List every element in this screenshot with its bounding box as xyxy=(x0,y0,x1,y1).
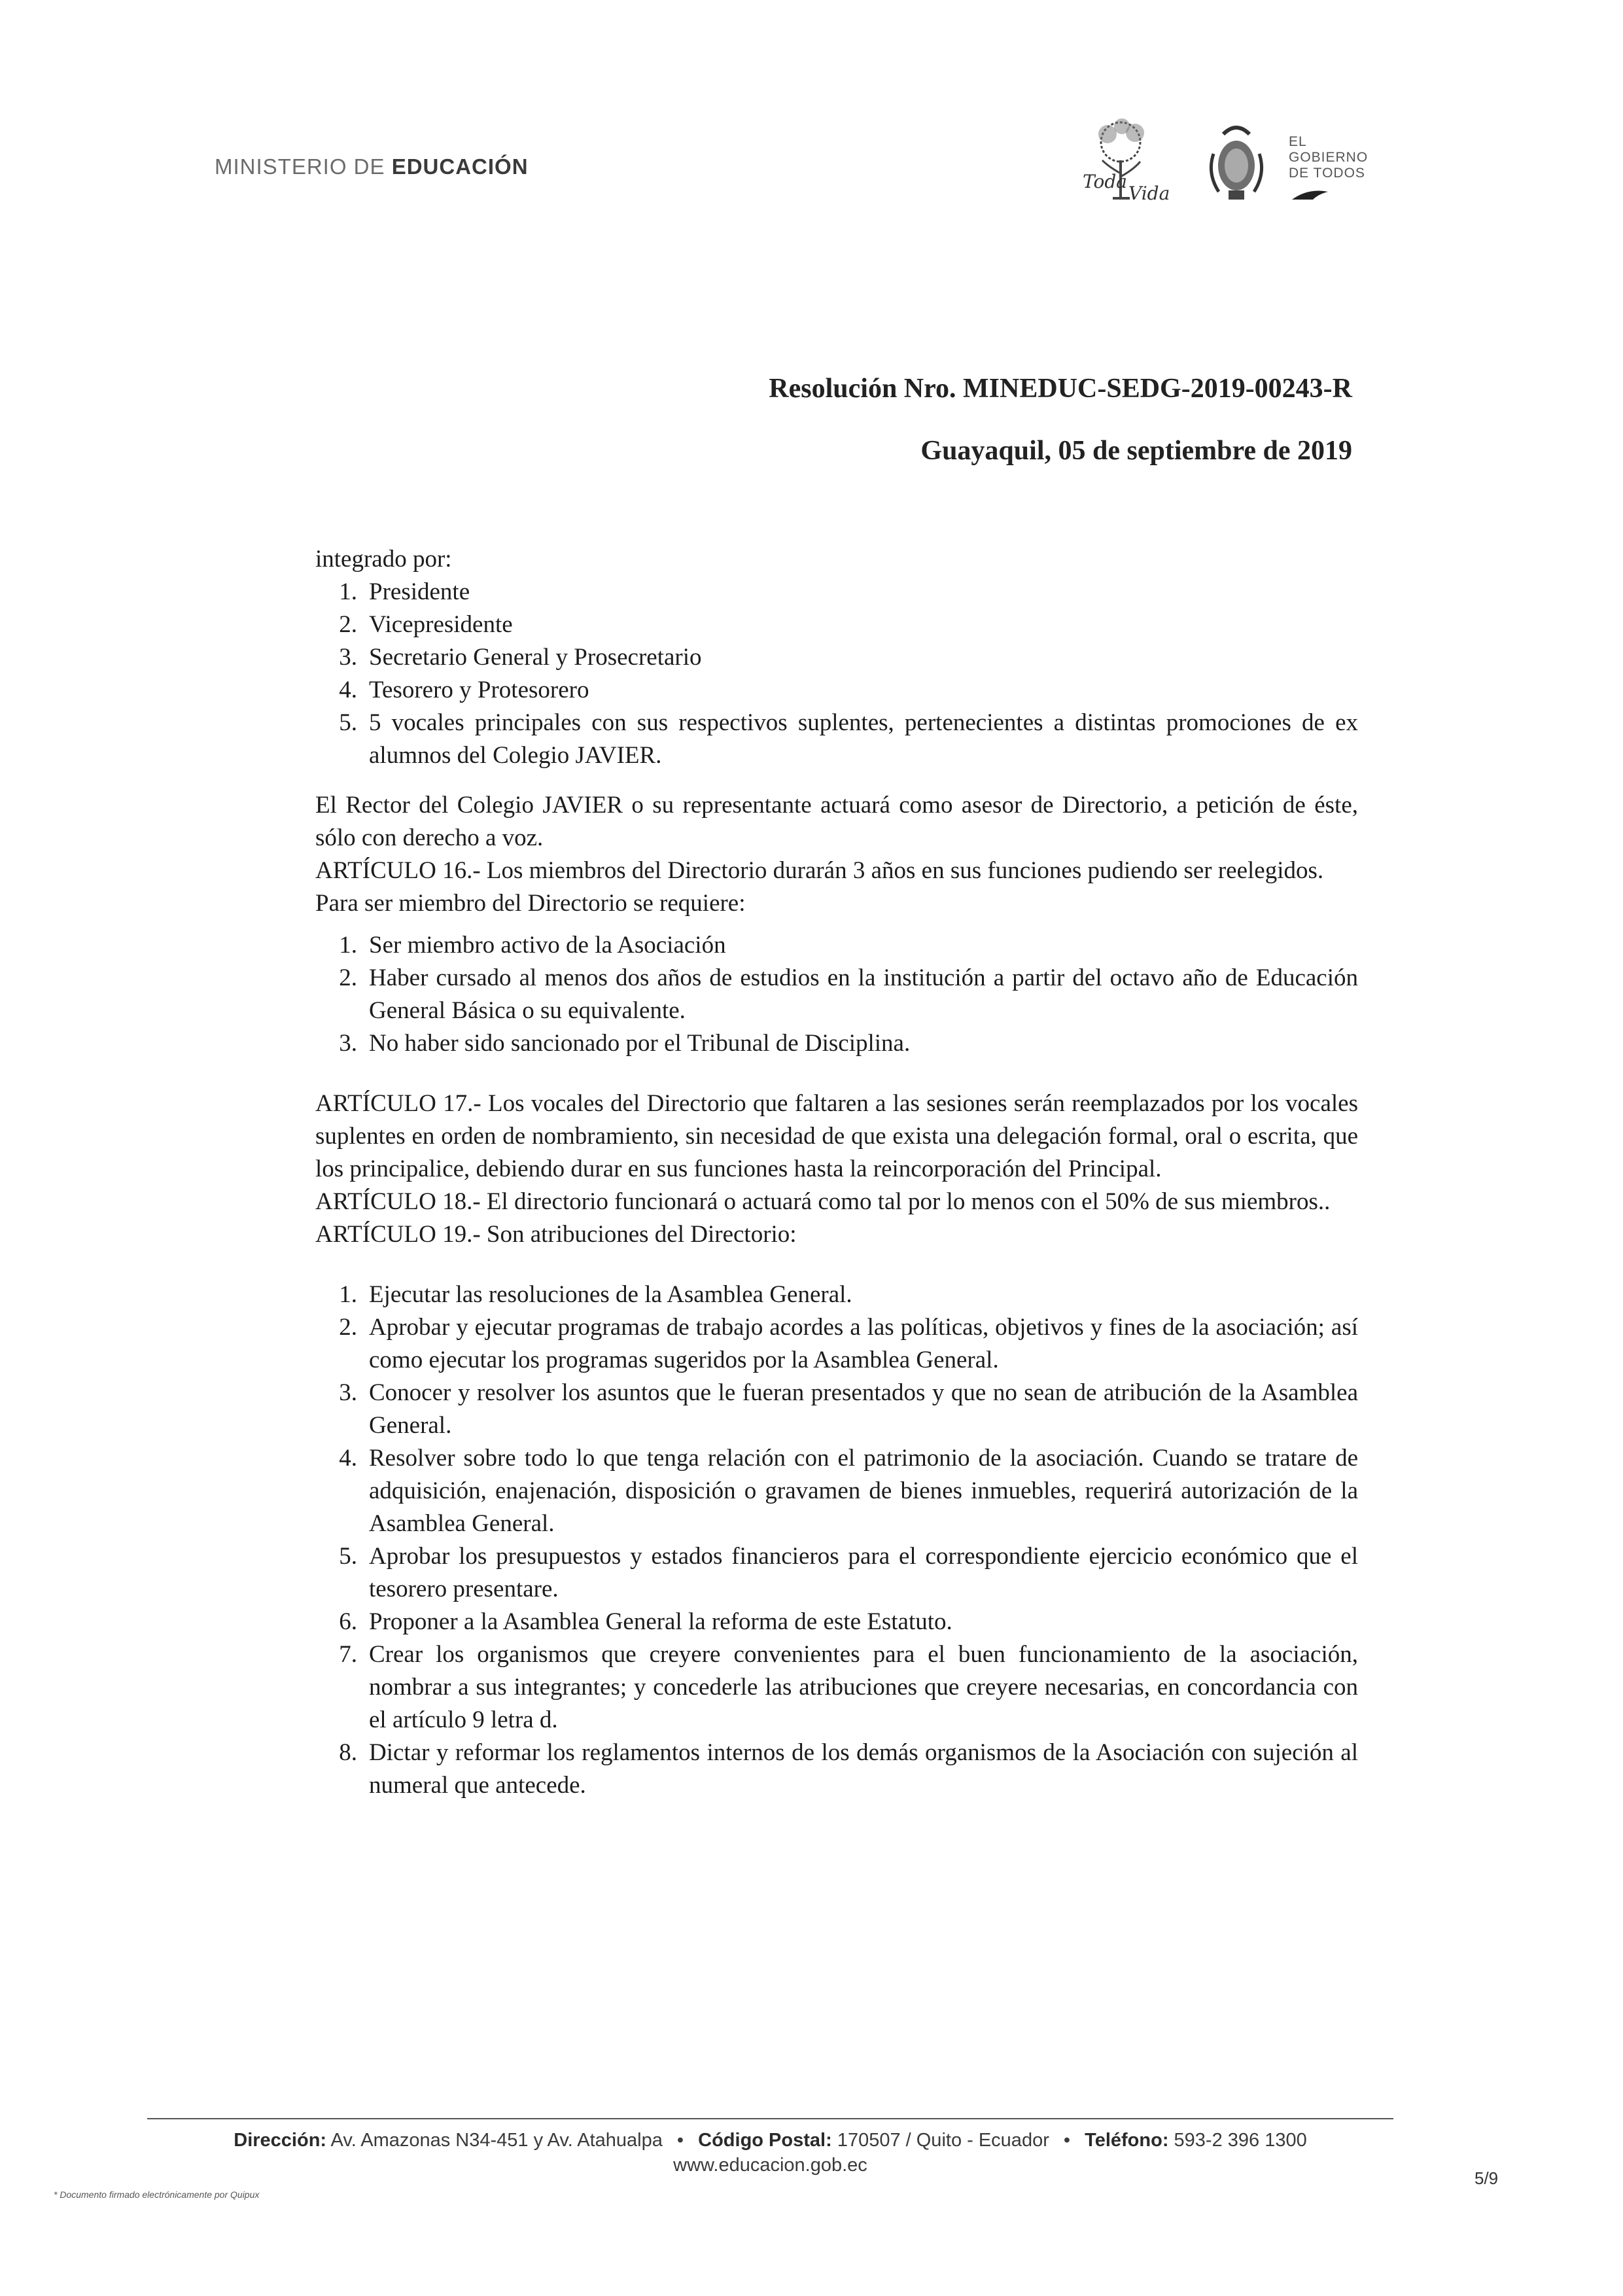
list-item: 8. Dictar y reformar los reglamentos internos de los demás organismos de la Asociación con sujeción al numeral que antecede. xyxy=(339,1739,1358,1799)
postal-value: 170507 / Quito - Ecuador xyxy=(837,2130,1049,2151)
article-17: ARTÍCULO 17.- Los vocales del Directorio que faltaren a las sesiones serán reemplazados por los vocales suplentes en orden de nombramiento, sin necesidad de que exista una delegación formal, oral o escrita, que los principalice, debiendo durar en sus funciones hasta la reincorporación del Principal. xyxy=(315,1090,1358,1182)
article-18: ARTÍCULO 18.- El directorio funcionará o actuará como tal por lo menos con el 50% de sus miembros.. xyxy=(315,1188,1331,1215)
website-link[interactable]: www.educacion.gob.ec xyxy=(673,2155,867,2176)
list-item: 5. 5 vocales principales con sus respectivos suplentes, pertenecientes a distintas promociones de ex alumnos del Colegio JAVIER. xyxy=(339,709,1358,769)
list-item: 1. Ejecutar las resoluciones de la Asamblea General. xyxy=(339,1281,852,1308)
gov-line-2: GOBIERNO xyxy=(1289,150,1369,165)
gobierno-de-todos-text xyxy=(1289,134,1368,181)
list-item: 1. Presidente xyxy=(339,578,470,605)
electronic-signature-note: * Documento firmado electrónicamente por Quipux xyxy=(54,2189,260,2200)
svg-text:Vida: Vida xyxy=(1128,183,1170,204)
list-item: 5. Aprobar los presupuestos y estados financieros para el correspondiente ejercicio económico que el tesorero presentare. xyxy=(339,1543,1358,1602)
ministry-name: EDUCACIÓN xyxy=(391,154,529,179)
svg-text:Toda: Toda xyxy=(1083,171,1127,192)
resolution-number: Resolución Nro. MINEDUC-SEDG-2019-00243-R xyxy=(769,374,1352,404)
requirements-intro: Para ser miembro del Directorio se requiere: xyxy=(315,890,746,917)
list-item: 2. Vicepresidente xyxy=(339,611,513,638)
postal-label: Código Postal: xyxy=(698,2130,832,2151)
list-item: 4. Tesorero y Protesorero xyxy=(339,677,589,703)
bullet-separator: • xyxy=(1063,2130,1071,2151)
article-16: ARTÍCULO 16.- Los miembros del Directorio durarán 3 años en sus funciones pudiendo ser reelegidos. xyxy=(315,857,1324,884)
list-item: 2. Aprobar y ejecutar programas de trabajo acordes a las políticas, objetivos y fines de la asociación; así como ejecutar los programas sugeridos por la Asamblea General. xyxy=(339,1314,1358,1373)
list-item: 3. Conocer y resolver los asuntos que le fueran presentados y que no sean de atribución de la Asamblea General. xyxy=(339,1379,1358,1439)
page-number: 5/9 xyxy=(1475,2168,1499,2188)
directorio-powers-list xyxy=(315,1279,1358,1802)
address-label: Dirección: xyxy=(234,2130,327,2151)
ministry-logo-text xyxy=(215,154,529,179)
list-item: 6. Proponer a la Asamblea General la reforma de este Estatuto. xyxy=(339,1608,952,1635)
list-item: 3. Secretario General y Prosecretario xyxy=(339,644,702,671)
phone-value: 593-2 396 1300 xyxy=(1174,2130,1307,2151)
phone-label: Teléfono: xyxy=(1085,2130,1169,2151)
rector-paragraph: El Rector del Colegio JAVIER o su representante actuará como asesor de Directorio, a petición de éste, sólo con derecho a voz. xyxy=(315,792,1358,851)
list-item: 2. Haber cursado al menos dos años de estudios en la institución a partir del octavo año de Educación General Básica o su equivalente. xyxy=(339,964,1358,1024)
address-value: Av. Amazonas N34-451 y Av. Atahualpa xyxy=(330,2130,663,2151)
list-item: 1. Ser miembro activo de la Asociación xyxy=(339,932,726,959)
footer-contact-line xyxy=(147,2128,1393,2153)
ecuador-coat-of-arms-icon xyxy=(1211,128,1261,200)
list-item: 4. Resolver sobre todo lo que tenga relación con el patrimonio de la asociación. Cuando se tratare de adquisición, enajenación, disposición o gravamen de bienes inmuebles, requerirá autorización de la Asamblea General. xyxy=(339,1445,1358,1537)
toda-una-vida-logo xyxy=(1083,118,1170,204)
bullet-separator: • xyxy=(676,2130,684,2151)
list-item: 3. No haber sido sancionado por el Tribunal de Disciplina. xyxy=(339,1030,911,1057)
document-body xyxy=(315,543,1358,1802)
board-members-list xyxy=(315,576,1358,772)
resolution-date: Guayaquil, 05 de septiembre de 2019 xyxy=(920,436,1352,466)
members-intro: integrado por: xyxy=(315,546,452,573)
footer-divider xyxy=(147,2118,1393,2119)
page-footer xyxy=(147,2128,1393,2178)
ministry-prefix: MINISTERIO DE xyxy=(215,154,392,179)
gov-line-3: DE TODOS xyxy=(1289,166,1365,181)
gobierno-swoosh-icon xyxy=(1292,191,1328,200)
gov-line-1: EL xyxy=(1289,134,1307,149)
list-item: 7. Crear los organismos que creyere convenientes para el buen funcionamiento de la asociación, nombrar a sus integrantes; y concederle las atribuciones que creyere necesarias, en concordancia con el artículo 9 letra d. xyxy=(339,1641,1358,1733)
requirements-list xyxy=(315,929,1358,1060)
article-19: ARTÍCULO 19.- Son atribuciones del Directorio: xyxy=(315,1221,797,1248)
